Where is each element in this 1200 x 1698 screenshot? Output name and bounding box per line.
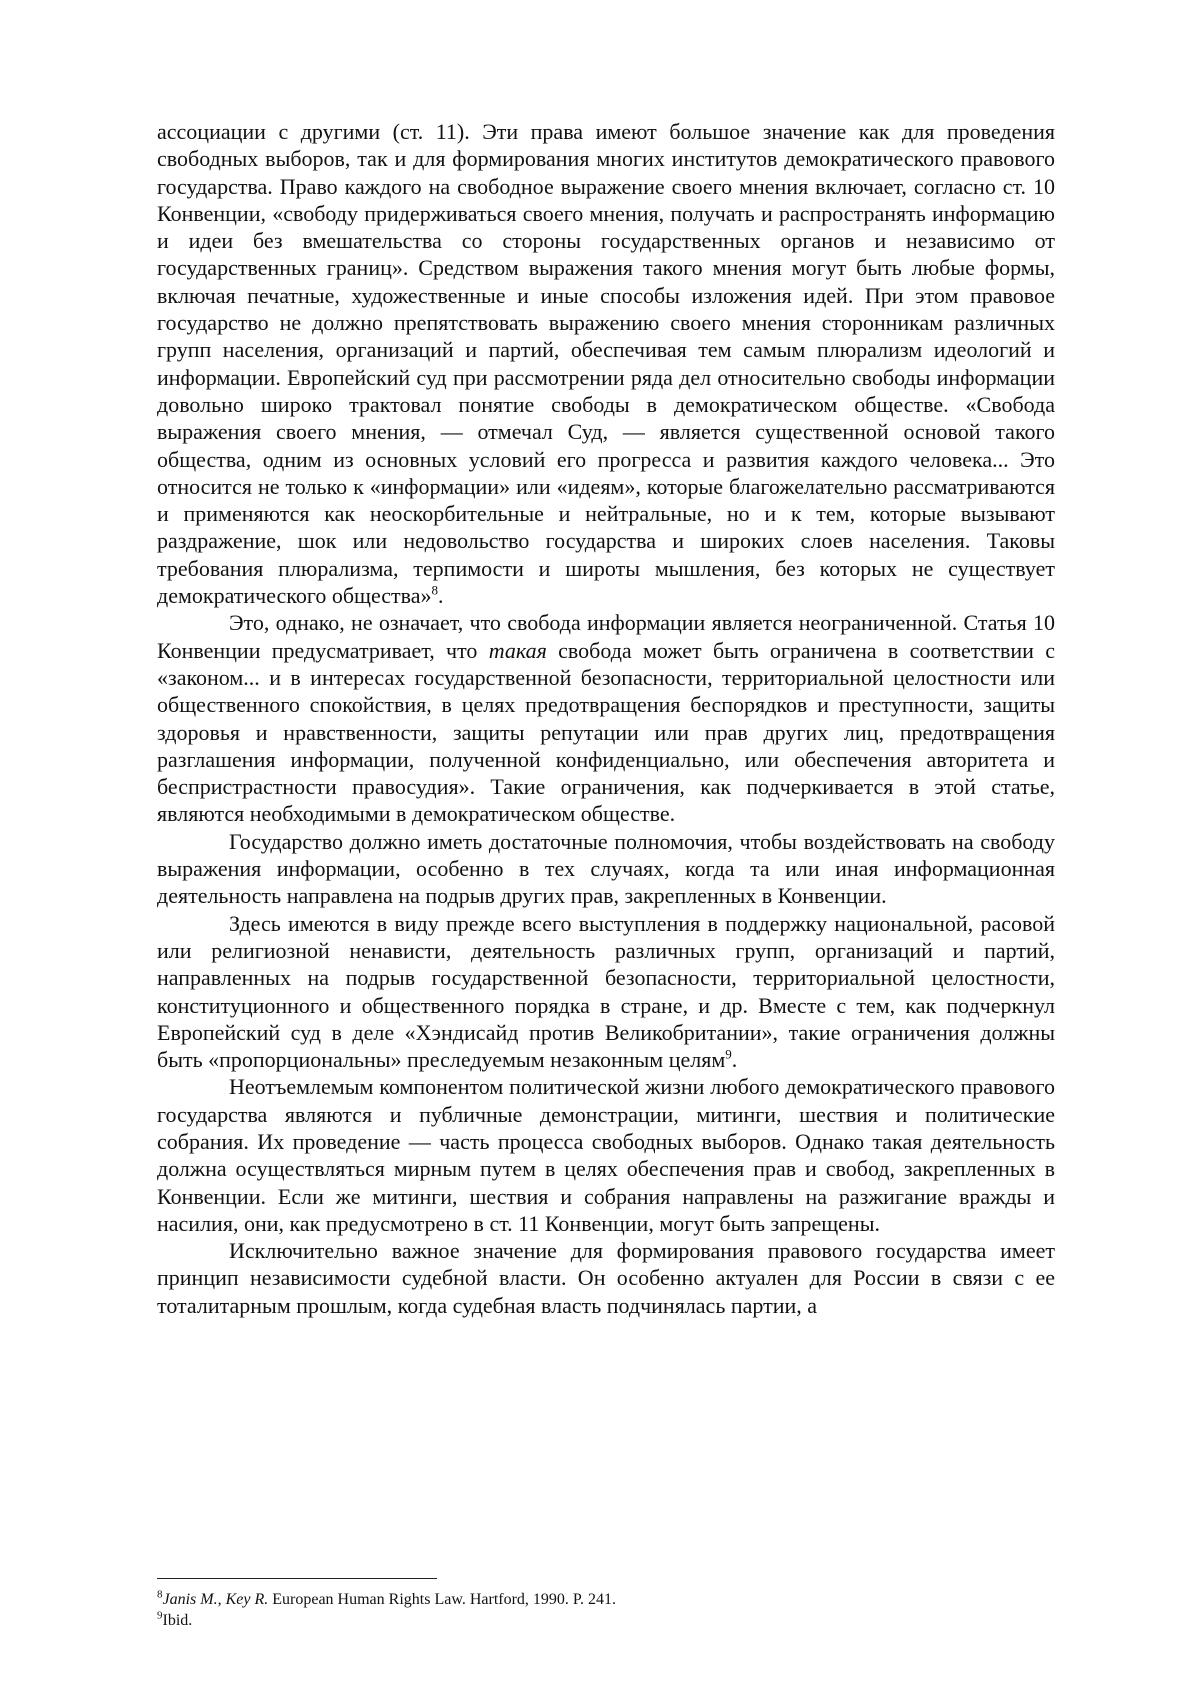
paragraph-4: Здесь имеются в виду прежде всего выступления в поддержку национальной, расовой или религиозной ненависти, деятельность различных групп, организаций и партий, направленных на подрыв государственной безопасности, территориальной целостности, конституционного и общественного порядка в стране, и др. Вместе с тем, как подчеркнул Европейский суд в деле «Хэндисайд против Великобритании», такие ограничения должны быть «пропорциональны» преследуемым незаконным целям$^9$. xyxy=(157,910,1055,1073)
footnotes xyxy=(157,1578,1055,1631)
footnote-text: Ibid. xyxy=(162,1612,193,1629)
footnote-number: 8 xyxy=(157,1588,163,1601)
paragraph-3: Государство должно иметь достаточные полномочия, чтобы воздействовать на свободу выражения информации, особенно в тех случаях, когда та или иная информационная деятельность направлена на подрыв других прав, закрепленных в Конвенции. xyxy=(157,828,1055,909)
footnote-9 xyxy=(157,1610,1055,1631)
paragraph-1: ассоциации с другими (ст. 11). Эти права имеют большое значение как для проведения свободных выборов, так и для формирования многих институтов демократического правового государства. Право каждого на свободное выражение своего мнения включает, согласно ст. 10 Конвенции, «свободу придерживаться своего мнения, получать и распространять информацию и идеи без вмешательства со стороны государственных органов и независимо от государственных границ». Средством выражения такого мнения могут быть любые формы, включая печатные, художественные и иные способы изложения идей. При этом правовое государство не должно препятствовать выражению своего мнения сторонникам различных групп населения, организаций и партий, обеспечивая тем самым плюрализм идеологий и информации. Европейский суд при рассмотрении ряда дел относительно свободы информации довольно широко трактовал понятие свободы в демократическом обществе. «Свобода выражения своего мнения, — отмечал Суд, — является существенной основой такого общества, одним из основных условий его прогресса и развития каждого человека... Это относится не только к «информации» или «идеям», которые благожелательно рассматриваются и применяются как неоскорбительные и нейтральные, но и к тем, которые вызывают раздражение, шок или недовольство государства и широких слоев населения. Таковы требования плюрализма, терпимости и широты мышления, без которых не существует демократического общества»$^8$. xyxy=(157,119,1055,609)
footnote-authors: Janis M., Key R. xyxy=(162,1591,269,1608)
footnote-ref-9[interactable]: 9 xyxy=(725,1046,732,1062)
footnote-8 xyxy=(157,1589,1055,1610)
paragraph-2 xyxy=(157,609,1055,827)
paragraph-5: Неотъемлемым компонентом политической жизни любого демократического правового государства являются и публичные демонстрации, митинги, шествия и политические собрания. Их проведение — часть процесса свободных выборов. Однако такая деятельность должна осуществляться мирным путем в целях обеспечения прав и свобод, закрепленных в Конвенции. Если же митинги, шествия и собрания направлены на разжигание вражды и насилия, они, как предусмотрено в ст. 11 Конвенции, могут быть запрещены. xyxy=(157,1074,1055,1236)
footnote-divider xyxy=(157,1578,437,1579)
paragraph-6: Исключительно важное значение для формирования правового государства имеет принцип независимости судебной власти. Он особенно актуален для России в связи с ее тоталитарным прошлым, когда судебная власть подчинялась партии, а xyxy=(157,1238,1055,1318)
page-body xyxy=(157,118,1055,1319)
paragraph-2-text-after: свобода может быть ограничена в соответствии с «законом... и в интересах государственной безопасности, территориальной целостности или общественного спокойствия, в целях предотвращения беспорядков и преступности, защиты здоровья и нравственности, защиты репутации или прав других лиц, предотвращения разглашения информации, полученной конфиденциально, или обеспечения авторитета и беспристрастности правосудия». Такие ограничения, как подчеркивается в этой статье, являются необходимыми в демократическом обществе. xyxy=(157,637,1056,827)
footnote-ref-8[interactable]: 8 xyxy=(431,582,439,598)
paragraph-2-emphasis: такая xyxy=(488,637,547,663)
paragraph-1-text: ассоциации с другими (ст. 11). Эти права имеют большое значение как для проведения свободных выборов, так и для формирования многих институтов демократического правового государства. Право каждого на свободное выражение своего мнения включает, согласно ст. 10 Конвенции, «свободу придерживаться своего мнения, получать и распространять информацию и идеи без вмешательства со стороны государственных органов и независимо от государственных границ». Средством выражения такого мнения могут быть любые формы, включая печатные, художественные и иные способы изложения идей. При этом правовое государство не должно препятствовать выражению своего мнения сторонникам различных групп населения, организаций и партий, обеспечивая тем самым плюрализм идеологий и информации. Европейский суд при рассмотрении ряда дел относительно свободы информации довольно широко трактовал понятие свободы в демократическом обществе. «Свобода выражения своего мнения, — отмечал Суд, — является существенной основой такого общества, одним из основных условий его прогресса и развития каждого человека... Это относится не только к «информации» или «идеям», которые благожелательно рассматриваются и применяются как неоскорбительные и нейтральные, но и к тем, которые вызывают раздражение, шок или недовольство государства и широких слоев населения. Таковы требования плюрализма, терпимости и широты мышления, без которых не существует демократического общества» xyxy=(157,119,1055,609)
footnote-number: 9 xyxy=(157,1609,163,1622)
paragraph-2-text-before: Это, однако, не означает, что свобода информации является неограниченной. Статья 10 Конвенции предусматривает, что xyxy=(157,610,1055,663)
footnote-text: European Human Rights Law. Hartford, 1990. P. 241. xyxy=(268,1591,617,1608)
paragraph-4-text: Здесь имеются в виду прежде всего выступления в поддержку национальной, расовой или религиозной ненависти, деятельность различных групп, организаций и партий, направленных на подрыв государственной безопасности, территориальной целостности, конституционного и общественного порядка в стране, и др. Вместе с тем, как подчеркнул Европейский суд в деле «Хэндисайд против Великобритании», такие ограничения должны быть «пропорциональны» преследуемым незаконным целям xyxy=(157,910,1055,1073)
